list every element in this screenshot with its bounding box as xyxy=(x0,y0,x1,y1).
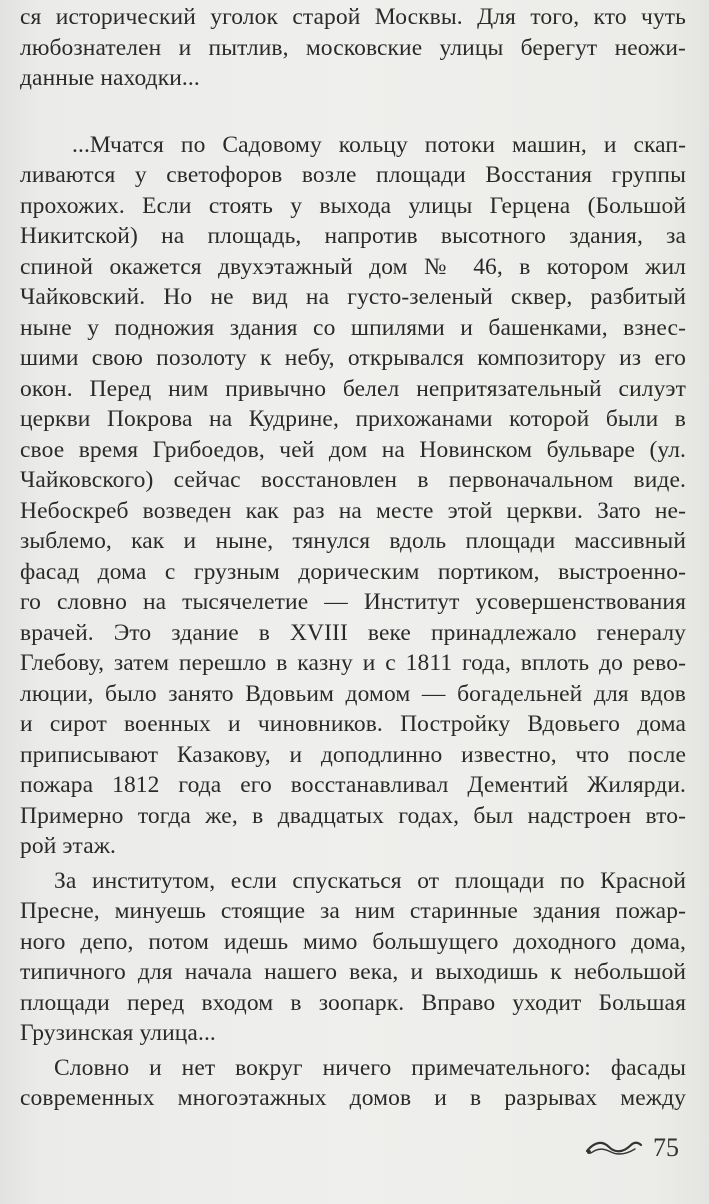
text-line: Примерно тогда же, в двадцатых годах, был надстроен вто- xyxy=(20,802,686,829)
text-line: Небоскреб возведен как раз на месте этой церкви. Зато не- xyxy=(20,497,686,524)
text-line: Словно и нет вокруг ничего примечательного: фасады xyxy=(54,1054,686,1081)
text-line: любознателен и пытлив, московские улицы берегут неожи- xyxy=(20,34,686,61)
text-line: зыблемо, как и ныне, тянулся вдоль площади массивный xyxy=(20,528,686,554)
paragraph-gap xyxy=(20,94,686,124)
page-footer xyxy=(585,1133,679,1163)
text-line: спиной окажется двухэтажный дом № 46, в котором жил xyxy=(20,253,686,280)
text-line: ся исторический уголок старой Москвы. Для того, кто чуть xyxy=(20,4,686,30)
text-line: типичного для начала нашего века, и выходишь к небольшой xyxy=(20,959,686,985)
text-line: окон. Перед ним привычно белел непритязательный силуэт xyxy=(20,375,686,402)
swash-ornament-icon xyxy=(585,1137,643,1159)
text-line: ...Мчатся по Садовому кольцу потоки машин, и скап- xyxy=(72,131,686,158)
text-line: рой этаж. xyxy=(20,833,117,859)
text-line: площади перед входом в зоопарк. Вправо уходит Большая xyxy=(20,989,686,1016)
text-line: церкви Покрова на Кудрине, прихожанами которой были в xyxy=(20,406,686,432)
text-line: данные находки... xyxy=(20,65,200,91)
text-line: ного депо, потом идешь мимо большущего доходного дома, xyxy=(20,928,686,955)
text-line: За институтом, если спускаться от площади по Красной xyxy=(54,867,686,894)
text-line: шими свою позолоту к небу, открывался композитору из его xyxy=(20,345,686,371)
text-line: врачей. Это здание в XVIII веке принадлежало генералу xyxy=(20,619,686,646)
text-line: ливаются у светофоров возле площади Восстания группы xyxy=(20,162,686,188)
text-line: пожара 1812 года его восстанавливал Дементий Жилярди. xyxy=(20,772,686,798)
text-line: приписывают Казакову, и доподлинно известно, что после xyxy=(20,741,686,768)
text-line: прохожих. Если стоять у выхода улицы Герцена (Большой xyxy=(20,192,686,219)
page-number: 75 xyxy=(653,1133,679,1162)
text-line: Чайковского) сейчас восстановлен в первоначальном виде. xyxy=(20,467,686,493)
text-line: свое время Грибоедов, чей дом на Новинском бульваре (ул. xyxy=(20,436,686,463)
paragraph-1 xyxy=(20,2,686,94)
text-line: Чайковский. Но не вид на густо-зеленый сквер, разбитый xyxy=(20,284,686,310)
paragraph-4 xyxy=(20,1053,686,1114)
text-line: люции, было занято Вдовьим домом — богадельней для вдов xyxy=(20,680,686,707)
text-line: фасад дома с грузным дорическим портиком, выстроенно- xyxy=(20,558,686,585)
text-line: Грузинская улица... xyxy=(20,1020,216,1046)
text-line: ныне у подножия здания со шпилями и башенками, взнес- xyxy=(20,314,686,341)
text-line: Пресне, минуешь стоящие за ним старинные здания пожар- xyxy=(20,898,686,924)
paragraph-2 xyxy=(20,130,686,862)
text-line: современных многоэтажных домов и в разрывах между xyxy=(20,1085,686,1111)
text-line: Никитской) на площадь, напротив высотного здания, за xyxy=(20,223,686,249)
body-text xyxy=(20,2,686,1114)
text-line: Глебову, затем перешло в казну и с 1811 года, вплоть до рево- xyxy=(20,650,686,676)
text-line: го словно на тысячелетие — Институт усовершенствования xyxy=(20,589,686,615)
text-line: и сирот военных и чиновников. Постройку Вдовьего дома xyxy=(20,711,686,737)
paragraph-3 xyxy=(20,866,686,1049)
